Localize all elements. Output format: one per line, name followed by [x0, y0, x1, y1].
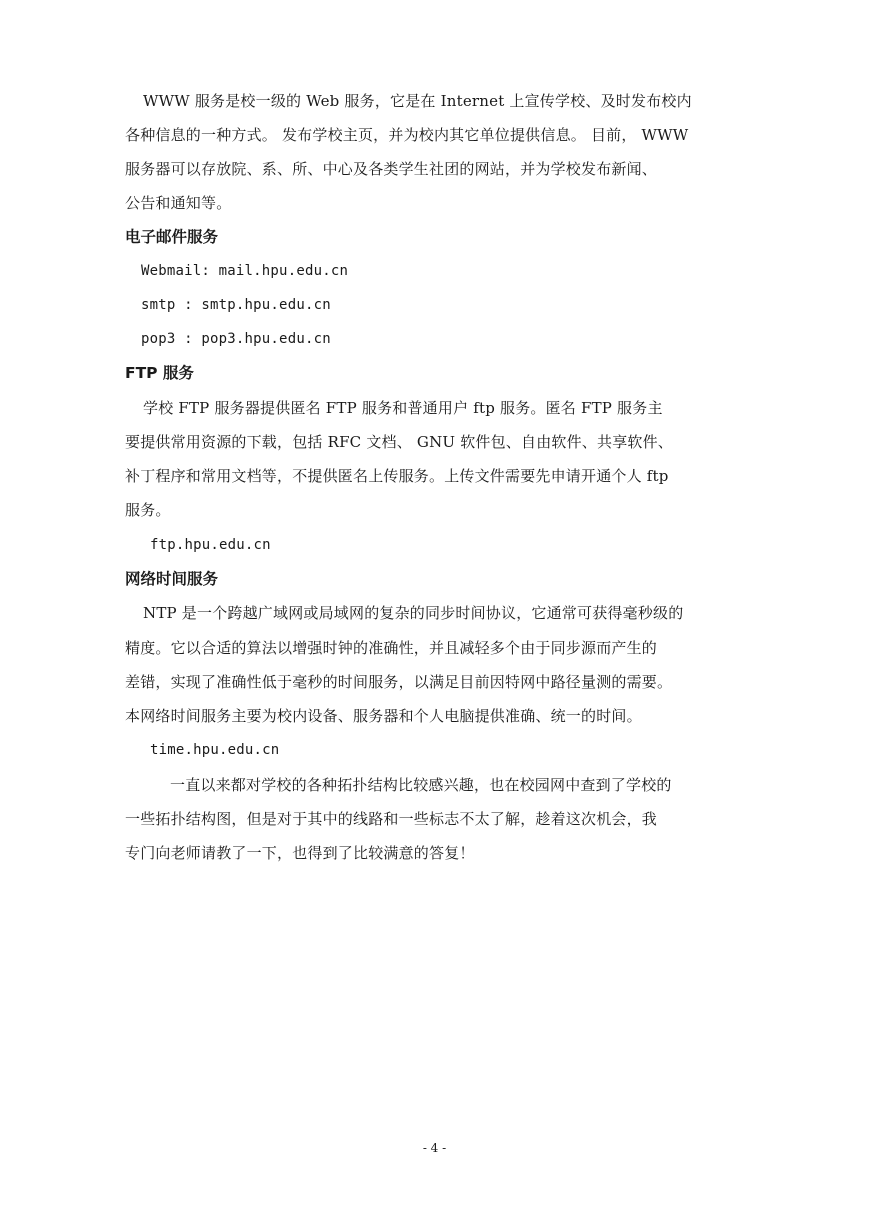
time-paragraph-line-4: 本网络时间服务主要为校内设备、服务器和个人电脑提供准确、统一的时间。: [125, 707, 642, 725]
www-paragraph-line-3: 服务器可以存放院、系、所、中心及各类学生社团的网站，并为学校发布新闻、: [125, 160, 658, 178]
ftp-paragraph-line-4: 服务。: [125, 501, 171, 519]
ftp-service-heading: FTP 服务: [125, 364, 194, 382]
pop3-address: pop3 : pop3.hpu.edu.cn: [141, 331, 331, 347]
time-paragraph-line-3: 差错，实现了准确性低于毫秒的时间服务，以满足目前因特网中路径量测的需要。: [125, 673, 673, 691]
www-paragraph-line-4: 公告和通知等。: [125, 194, 232, 212]
time-host: time.hpu.edu.cn: [150, 742, 280, 758]
closing-paragraph-line-2: 一些拓扑结构图，但是对于其中的线路和一些标志不太了解，趁着这次机会，我: [125, 810, 658, 828]
ftp-paragraph-line-3: 补丁程序和常用文档等，不提供匿名上传服务。上传文件需要先申请开通个人 ftp: [125, 467, 669, 485]
time-paragraph-line-2: 精度。它以合适的算法以增强时钟的准确性，并且减轻多个由于同步源而产生的: [125, 639, 658, 657]
ftp-host: ftp.hpu.edu.cn: [150, 537, 271, 553]
closing-paragraph-line-1: 一直以来都对学校的各种拓扑结构比较感兴趣，也在校园网中查到了学校的: [170, 776, 672, 794]
page-number: - 4 -: [422, 1141, 447, 1155]
time-paragraph-line-1: NTP 是一个跨越广域网或局域网的复杂的同步时间协议，它通常可获得毫秒级的: [143, 604, 684, 622]
ftp-paragraph-line-1: 学校 FTP 服务器提供匿名 FTP 服务和普通用户 ftp 服务。匿名 FTP 服务主: [143, 399, 663, 417]
smtp-address: smtp : smtp.hpu.edu.cn: [141, 297, 331, 313]
www-paragraph-line-1: WWW 服务是校一级的 Web 服务，它是在 Internet 上宣传学校、及时发布校内: [143, 92, 692, 110]
closing-paragraph-line-3: 专门向老师请教了一下，也得到了比较满意的答复！: [125, 844, 475, 862]
ftp-paragraph-line-2: 要提供常用资源的下载，包括 RFC 文档、 GNU 软件包、自由软件、共享软件、: [125, 433, 674, 451]
email-service-heading: 电子邮件服务: [125, 228, 219, 246]
webmail-address: Webmail: mail.hpu.edu.cn: [141, 263, 349, 279]
www-paragraph-line-2: 各种信息的一种方式。 发布学校主页，并为校内其它单位提供信息。 目前， WWW: [125, 126, 689, 144]
time-service-heading: 网络时间服务: [125, 570, 219, 588]
